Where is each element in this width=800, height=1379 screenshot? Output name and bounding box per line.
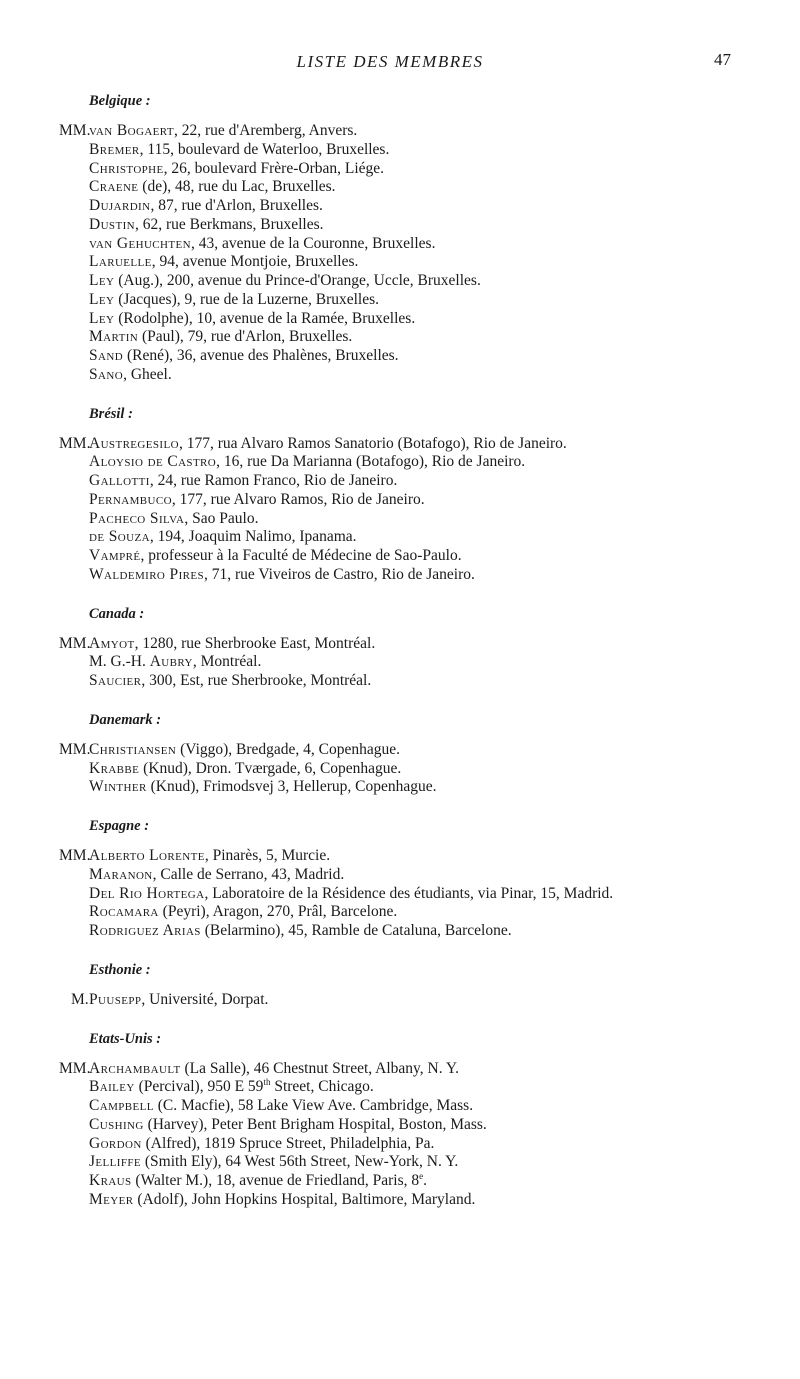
member-name: Puusepp: [89, 990, 142, 1008]
member-address: , 62, rue Berkmans, Bruxelles.: [134, 215, 324, 233]
member-address: (Smith Ely), 64 West 56th Street, New-York, N. Y.: [141, 1153, 459, 1171]
honorific-prefix: MM.: [59, 434, 91, 452]
member-entry: [0, 235, 800, 254]
member-name: Alberto Lorente: [89, 847, 205, 864]
member-address: (Paul), 79, rue d'Arlon, Bruxelles.: [138, 328, 353, 346]
member-name: Christiansen: [89, 740, 177, 758]
member-entry: [0, 453, 800, 472]
member-entry: [0, 847, 800, 866]
member-entry: [0, 310, 800, 329]
member-address: (Percival), 950 E 59: [134, 1078, 264, 1096]
member-name: Waldemiro Pires: [89, 565, 205, 583]
member-name: Campbell: [89, 1097, 154, 1114]
member-entry: [0, 1135, 800, 1154]
member-name: Maranon: [89, 865, 153, 883]
member-name: Ley: [89, 272, 115, 289]
member-name: Winther: [89, 778, 147, 796]
member-name: Sand: [89, 347, 124, 364]
honorific-prefix: MM.: [59, 740, 91, 758]
member-name: Bremer: [89, 140, 140, 158]
member-entry: [0, 347, 800, 366]
member-name: Krabbe: [89, 759, 140, 777]
member-entry: [0, 922, 800, 941]
member-entry: [0, 291, 800, 310]
member-address: , 94, avenue Montjoie, Bruxelles.: [151, 253, 359, 271]
honorific-prefix: M.: [71, 990, 89, 1008]
member-entry: [0, 160, 800, 179]
member-address: (Peyri), Aragon, 270, Prâl, Barcelone.: [158, 903, 398, 921]
member-name: Aloysio de Castro: [89, 453, 217, 471]
member-name: Aubry: [149, 653, 193, 671]
country-section: [0, 605, 800, 691]
member-name: Pacheco Silva: [89, 509, 185, 527]
member-entry: [0, 1116, 800, 1135]
member-entry: [0, 741, 800, 760]
country-heading: Espagne :: [89, 818, 150, 834]
member-entry: [0, 1078, 800, 1097]
member-entry: [0, 1097, 800, 1116]
member-name: van Gehuchten: [89, 234, 191, 252]
member-address: (Belarmino), 45, Ramble de Cataluna, Barcelone.: [200, 922, 512, 939]
member-name: Amyot: [89, 634, 135, 652]
country-section: [0, 711, 800, 797]
member-name: Christophe: [89, 159, 164, 177]
member-address: , 87, rue d'Arlon, Bruxelles.: [150, 197, 323, 214]
member-name: Martin: [89, 328, 139, 346]
running-title: LISTE DES MEMBRES: [296, 52, 484, 71]
member-name: Kraus: [89, 1172, 132, 1189]
member-entry: [0, 760, 800, 779]
member-entry: [0, 672, 800, 691]
member-name: Jelliffe: [89, 1153, 142, 1171]
member-address: (René), 36, avenue des Phalènes, Bruxelles.: [123, 347, 399, 364]
member-address: , 194, Joaquim Nalimo, Ipanama.: [149, 528, 357, 546]
country-heading: Esthonie :: [89, 961, 151, 978]
country-heading: Etats-Unis :: [89, 1030, 162, 1047]
country-heading: Brésil :: [89, 405, 133, 422]
member-entry: [0, 991, 800, 1010]
member-entry: [0, 178, 800, 197]
member-entry: [0, 122, 800, 141]
member-address: , Calle de Serrano, 43, Madrid.: [152, 865, 345, 883]
member-name: Dustin: [89, 215, 135, 233]
country-section: [0, 405, 800, 585]
member-name: van Bogaert: [89, 122, 174, 139]
member-name: Ley: [89, 290, 115, 308]
member-name: Craene: [89, 178, 139, 196]
member-entry: [0, 1153, 800, 1172]
member-name: Pernambuco: [89, 490, 172, 508]
member-address: , Montréal.: [192, 653, 262, 671]
member-address: (Knud), Frimodsvej 3, Hellerup, Copenhague.: [146, 778, 437, 796]
member-address: (Aug.), 200, avenue du Prince-d'Orange, Uccle, Bruxelles.: [114, 272, 481, 289]
member-address: , 177, rua Alvaro Ramos Sanatorio (Botafogo), Rio de Janeiro.: [178, 434, 567, 452]
honorific-prefix: MM.: [59, 122, 91, 139]
member-name: Cushing: [89, 1115, 144, 1133]
member-address: , Gheel.: [123, 365, 172, 383]
superscript: th: [263, 1077, 271, 1088]
member-address: (de), 48, rue du Lac, Bruxelles.: [138, 178, 336, 196]
member-entry: [0, 547, 800, 566]
member-entry: [0, 566, 800, 585]
member-entry: [0, 435, 800, 454]
member-address: , 177, rue Alvaro Ramos, Rio de Janeiro.: [171, 490, 425, 508]
member-name: Meyer: [89, 1190, 134, 1208]
member-entry: [0, 866, 800, 885]
member-name: Dujardin: [89, 197, 151, 214]
member-entry: [0, 1172, 800, 1191]
member-name: Gallotti: [89, 472, 150, 489]
honorific-prefix: MM.: [59, 1059, 91, 1077]
member-name: Laruelle: [89, 253, 152, 271]
member-entry: [0, 903, 800, 922]
member-name: Rodriguez Arias: [89, 922, 201, 939]
member-entry: [0, 653, 800, 672]
member-title: M. G.-H.: [89, 653, 150, 671]
member-entry: [0, 528, 800, 547]
member-name: Gordon: [89, 1134, 142, 1152]
honorific-prefix: MM.: [59, 634, 91, 652]
member-address: (Alfred), 1819 Spruce Street, Philadelphia, Pa.: [141, 1134, 435, 1152]
member-name: Saucier: [89, 672, 142, 689]
member-entry: [0, 141, 800, 160]
country-section: [0, 817, 800, 941]
member-entry: [0, 366, 800, 385]
country-heading: Belgique :: [89, 93, 151, 109]
member-name: Ley: [89, 309, 115, 327]
member-address: (Viggo), Bredgade, 4, Copenhague.: [176, 740, 401, 758]
member-name: de Souza: [89, 528, 150, 546]
member-address: (Jacques), 9, rue de la Luzerne, Bruxelles.: [114, 290, 380, 308]
member-entry: [0, 1060, 800, 1079]
member-address: (Knud), Dron. Tværgade, 6, Copenhague.: [139, 759, 402, 777]
member-address: , 300, Est, rue Sherbrooke, Montréal.: [141, 672, 372, 689]
member-name: Rocamara: [89, 903, 159, 921]
country-section: [0, 961, 800, 1010]
member-entry: [0, 635, 800, 654]
member-entry: [0, 272, 800, 291]
country-heading: Canada :: [89, 605, 145, 622]
member-address: (La Salle), 46 Chestnut Street, Albany, N. Y.: [180, 1059, 459, 1077]
member-address: (Adolf), John Hopkins Hospital, Baltimore, Maryland.: [133, 1190, 476, 1208]
member-name: Vampré: [89, 547, 141, 564]
member-entry: [0, 778, 800, 797]
member-entry: [0, 328, 800, 347]
member-address: , Sao Paulo.: [184, 509, 259, 527]
member-address: , 1280, rue Sherbrooke East, Montréal.: [134, 634, 376, 652]
member-address: , 24, rue Ramon Franco, Rio de Janeiro.: [149, 472, 398, 489]
member-entry: [0, 197, 800, 216]
member-address: , Laboratoire de la Résidence des étudiants, via Pinar, 15, Madrid.: [204, 884, 614, 902]
member-name: Austregesilo: [89, 434, 179, 452]
member-name: Archambault: [89, 1059, 181, 1077]
member-address: , 26, boulevard Frère-Orban, Liége.: [163, 159, 385, 177]
member-entry: [0, 491, 800, 510]
member-address: (C. Macfie), 58 Lake View Ave. Cambridge, Mass.: [153, 1097, 474, 1114]
member-address-cont: .: [423, 1172, 427, 1189]
member-address: , 115, boulevard de Waterloo, Bruxelles.: [139, 140, 390, 158]
country-heading: Danemark :: [89, 711, 162, 728]
superscript: e: [419, 1170, 424, 1181]
member-name: Del Rio Hortega: [89, 884, 205, 902]
member-entry: [0, 1191, 800, 1210]
member-entry: [0, 472, 800, 491]
country-section: [0, 92, 800, 385]
member-address: , professeur à la Faculté de Médecine de Sao-Paulo.: [140, 547, 462, 564]
honorific-prefix: MM.: [59, 847, 91, 864]
member-address: , 43, avenue de la Couronne, Bruxelles.: [190, 234, 436, 252]
member-name: Sano: [89, 365, 124, 383]
member-address: , 16, rue Da Marianna (Botafogo), Rio de Janeiro.: [216, 453, 526, 471]
country-section: [0, 1030, 800, 1210]
member-entry: [0, 253, 800, 272]
member-entry: [0, 510, 800, 529]
member-address-cont: Street, Chicago.: [270, 1078, 374, 1096]
member-entry: [0, 216, 800, 235]
member-entry: [0, 885, 800, 904]
member-address: , Université, Dorpat.: [141, 990, 269, 1008]
member-name: Bailey: [89, 1078, 135, 1096]
member-address: , 22, rue d'Aremberg, Anvers.: [173, 122, 358, 139]
page-number: 47: [714, 50, 731, 69]
member-list: [0, 92, 800, 1230]
member-address: (Harvey), Peter Bent Brigham Hospital, Boston, Mass.: [143, 1115, 487, 1133]
member-address: (Walter M.), 18, avenue de Friedland, Paris, 8: [131, 1172, 420, 1189]
member-address: (Rodolphe), 10, avenue de la Ramée, Bruxelles.: [114, 309, 416, 327]
member-address: , Pinarès, 5, Murcie.: [204, 847, 331, 864]
member-address: , 71, rue Viveiros de Castro, Rio de Janeiro.: [204, 565, 475, 583]
